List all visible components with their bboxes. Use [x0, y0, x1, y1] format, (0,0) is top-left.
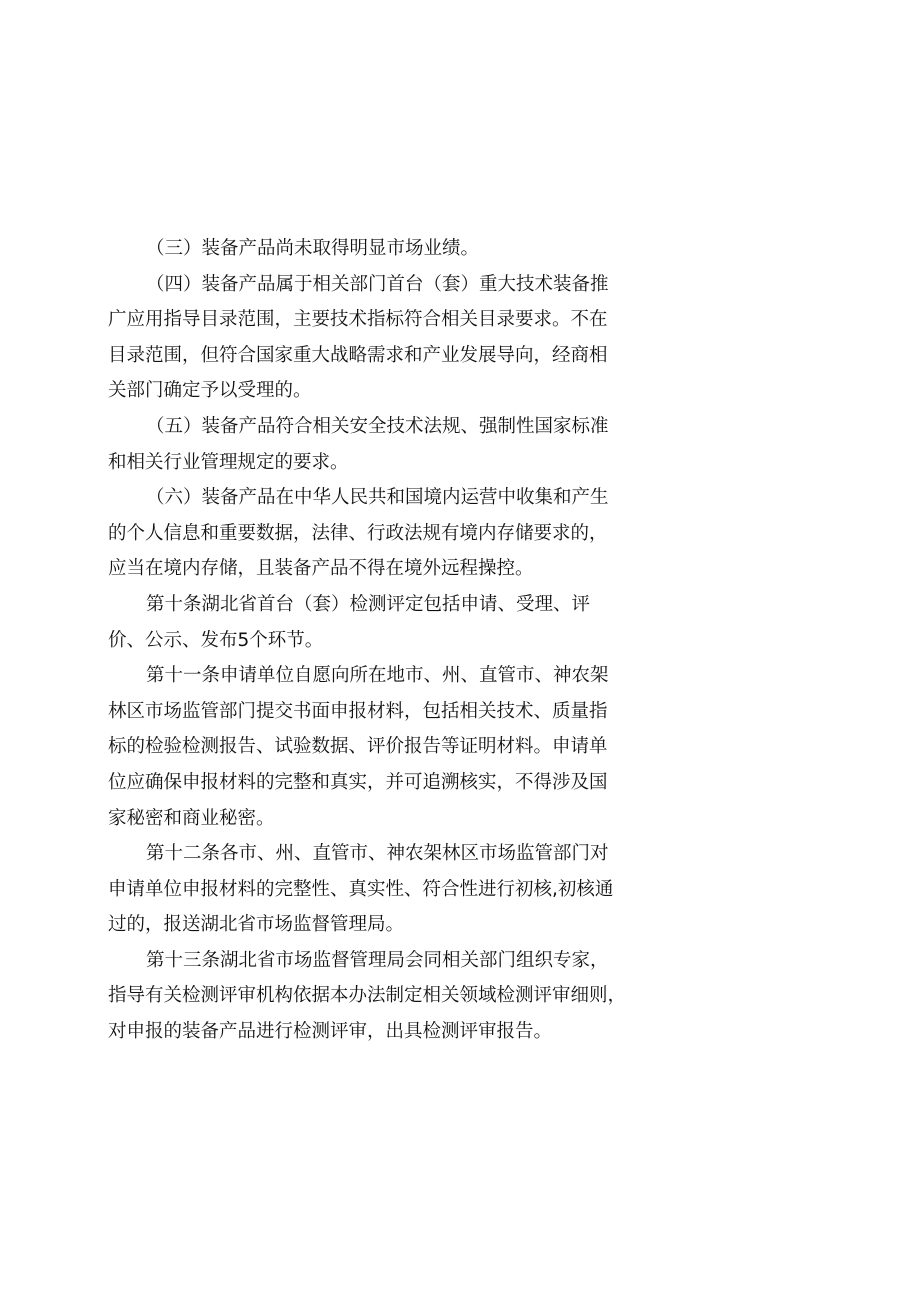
paragraph-line: 林区市场监管部门提交书面申报材料，包括相关技术、质量指	[108, 700, 608, 722]
paragraph-line: 指导有关检测评审机构依据本办法制定相关领域检测评审细则，	[108, 985, 627, 1007]
paragraph-first-line: 第十条湖北省首台（套）检测评定包括申请、受理、评	[146, 593, 591, 615]
document-body	[108, 231, 628, 1050]
paragraph-line: 家秘密和商业秘密。	[108, 807, 275, 829]
paragraph-line: 位应确保申报材料的完整和真实，并可追溯核实，不得涉及国	[108, 771, 608, 793]
paragraph-first-line: （六）装备产品在中华人民共和国境内运营中收集和产生	[146, 487, 609, 509]
paragraph-line: 目录范围，但符合国家重大战略需求和产业发展导向，经商相	[108, 344, 608, 366]
paragraph-first-line: （五）装备产品符合相关安全技术法规、强制性国家标准	[146, 415, 609, 437]
paragraph-line: 关部门确定予以受理的。	[108, 380, 312, 402]
paragraph-line: 广应用指导目录范围，主要技术指标符合相关目录要求。不在	[108, 309, 608, 331]
paragraph-first-line: 第十三条湖北省市场监督管理局会同相关部门组织专家，	[146, 949, 609, 971]
paragraph-first-line: 第十一条申请单位自愿向所在地市、州、直管市、神农架	[146, 665, 609, 687]
paragraph-first-line: （四）装备产品属于相关部门首台（套）重大技术装备推	[146, 273, 609, 295]
paragraph-line: 申请单位申报材料的完整性、真实性、符合性进行初核,初核通	[108, 878, 614, 900]
paragraph-line: 对申报的装备产品进行检测评审，出具检测评审报告。	[108, 1021, 553, 1043]
paragraph-line: 价、公示、发布5个环节。	[108, 629, 324, 651]
paragraph-first-line: 第十二条各市、州、直管市、神农架林区市场监管部门对	[146, 843, 609, 865]
paragraph-line: 和相关行业管理规定的要求。	[108, 451, 349, 473]
paragraph-first-line: （三）装备产品尚未取得明显市场业绩。	[146, 238, 480, 259]
paragraph-line: 标的检验检测报告、试验数据、评价报告等证明材料。申请单	[108, 736, 608, 758]
paragraph-line: 过的，报送湖北省市场监督管理局。	[108, 914, 405, 936]
paragraph-line: 的个人信息和重要数据，法律、行政法规有境内存储要求的，	[108, 522, 608, 544]
paragraph-line: 应当在境内存储，且装备产品不得在境外远程操控。	[108, 558, 534, 580]
